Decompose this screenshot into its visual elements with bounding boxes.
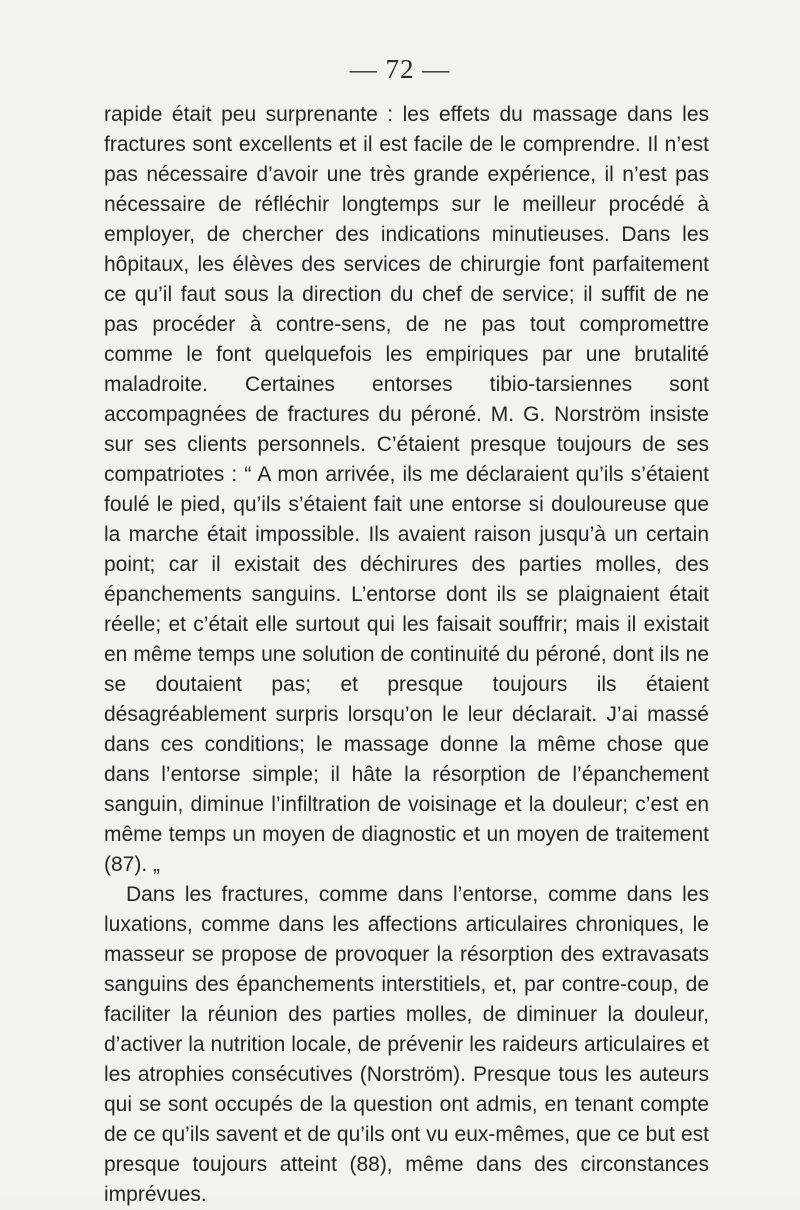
body-text bbox=[104, 100, 709, 1210]
paragraph-2: Dans les fractures, comme dans l’entorse, comme dans les luxations, comme dans les affections articulaires chroniques, le masseur se propose de provoquer la résorption des extravasats sanguins des épanchements interstitiels, et, par contre-coup, de faciliter la réunion des parties molles, de diminuer la douleur, d’activer la nutrition locale, de prévenir les raideurs articulaires et les atrophies consécutives (Norström). Presque tous les auteurs qui se sont occupés de la question ont admis, en tenant compte de ce qu’ils savent et de qu’ils ont vu eux-mêmes, que ce but est presque toujours atteint (88), même dans des circonstances imprévues. bbox=[104, 883, 709, 1206]
paragraph-1: rapide était peu surprenante : les effets du massage dans les fractures sont excellents et il est facile de le comprendre. Il n’est pas nécessaire d’avoir une très grande expérience, il n’est pas nécessaire de réfléchir longtemps sur le meilleur procédé à employer, de chercher des indications minutieuses. Dans les hôpitaux, les élèves des services de chirurgie font parfaitement ce qu’il faut sous la direction du chef de service; il suffit de ne pas procéder à contre-sens, de ne pas tout compromettre comme le font quelquefois les empiriques par une brutalité maladroite. Certaines entorses tibio-tarsiennes sont accompagnées de fractures du péroné. M. G. Norström insiste sur ses clients personnels. C’étaient presque toujours de ses compatriotes : “ A mon arrivée, ils me déclaraient qu’ils s’étaient foulé le pied, qu’ils s’étaient fait une entorse si douloureuse que la marche était impossible. Ils avaient raison jusqu’à un certain point; car il existait des déchirures des parties molles, des épanchements sanguins. L’entorse dont ils se plaignaient était réelle; et c’était elle surtout qui les faisait souffrir; mais il existait en même temps une solution de continuité du péroné, dont ils ne se doutaient pas; et presque toujours ils étaient désagréablement surpris lorsqu’on le leur déclarait. J’ai massé dans ces conditions; le massage donne la même chose que dans l’entorse simple; il hâte la résorption de l’épanchement sanguin, diminue l’infiltration de voisinage et la douleur; c’est en même temps un moyen de diagnostic et un moyen de traitement (87). „ bbox=[104, 103, 709, 876]
page-number: — 72 — bbox=[349, 54, 451, 84]
